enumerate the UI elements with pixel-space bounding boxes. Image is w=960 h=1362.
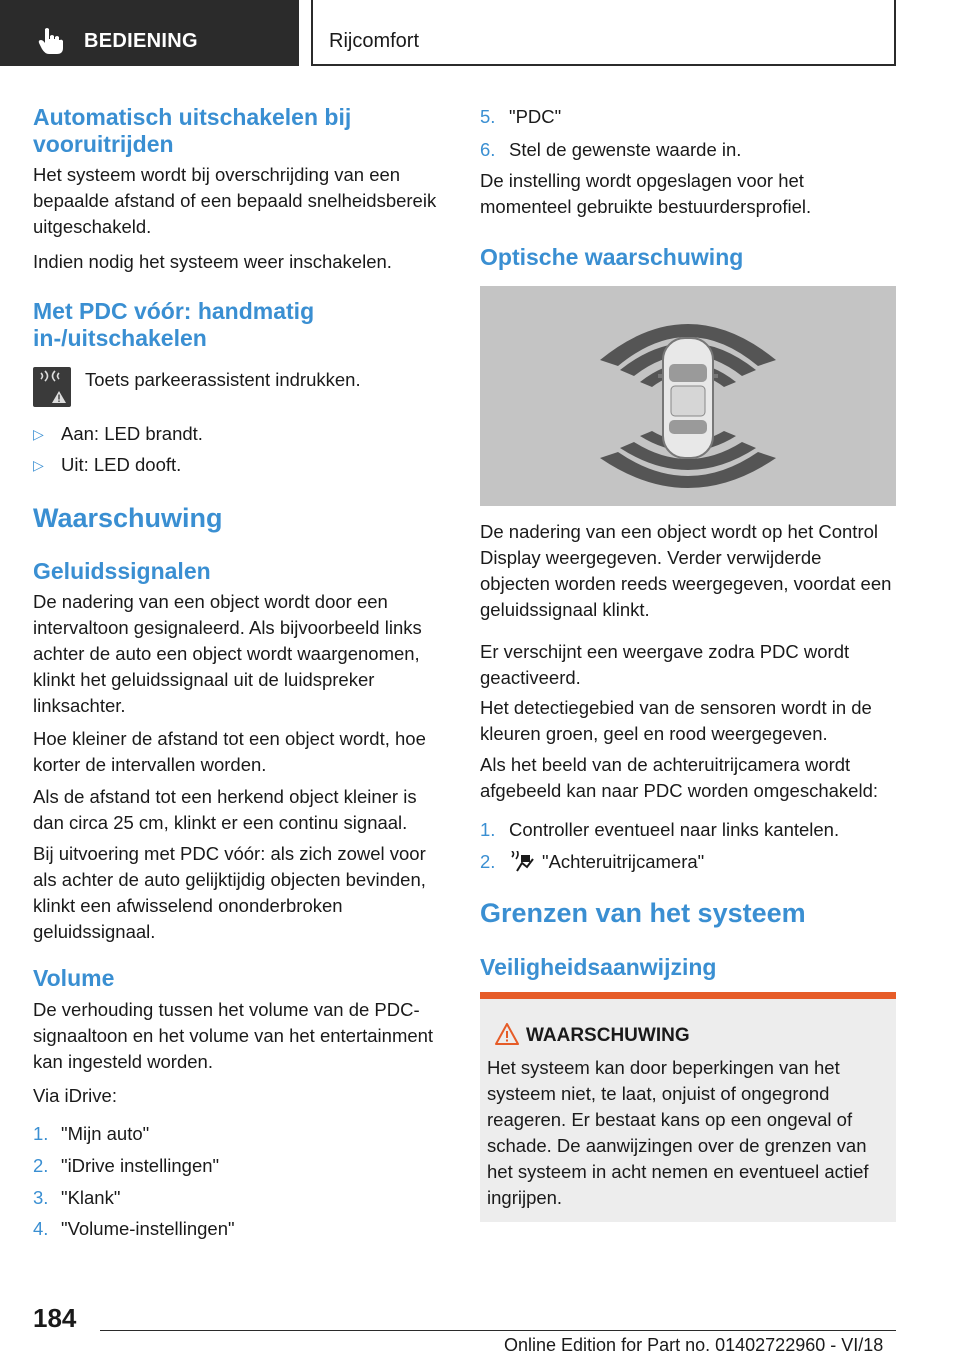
para-optical-3: Het detectiegebied van de sensoren wordt in de kleuren groen, geel en rood weergegeven. — [480, 697, 872, 744]
para-optical-4: Als het beeld van de achteruitrijcamera wordt afgebeeld kan naar PDC worden omgeschakeld: — [480, 754, 878, 801]
step-text: "Achteruitrijcamera" — [542, 851, 705, 872]
warning-title: WAARSCHUWING — [526, 1025, 690, 1046]
footer-rule — [100, 1330, 896, 1331]
para-sounds-2: Hoe kleiner de afstand tot een object wordt, hoe korter de intervallen worden. — [33, 728, 426, 775]
bullet-text: Aan: LED brandt. — [61, 423, 203, 444]
step-number: 1. — [33, 1123, 49, 1144]
bullet-text: Uit: LED dooft. — [61, 454, 182, 475]
pdc-display-illustration — [480, 286, 896, 506]
step-number: 2. — [480, 851, 496, 872]
step-text: Stel de gewenste waarde in. — [509, 139, 742, 160]
heading-auto-off: Automatisch uitschakelen bij vooruitrijden — [33, 104, 352, 157]
section-tab — [0, 0, 299, 66]
heading-sounds: Geluidssignalen — [33, 558, 211, 584]
list-item — [33, 1216, 433, 1242]
para-volume: De verhouding tussen het volume van de PDC-signaaltoon en het volume van het entertainment kan ingesteld worden. — [33, 999, 434, 1072]
chapter-tab — [311, 0, 896, 66]
step-text: "Mijn auto" — [61, 1123, 150, 1144]
step-text: "Klank" — [61, 1187, 121, 1208]
step-text: "iDrive instellingen" — [61, 1155, 220, 1176]
warning-text: Het systeem kan door beperkingen van het systeem niet, te laat, onjuist of ongegrond reageren. Er bestaat kans op een ongeval of schade. De aanwijzingen over de grenzen van het systeem in acht nemen en eventueel actief ingrijpen. — [487, 1057, 869, 1208]
hand-pointer-icon — [38, 27, 64, 55]
heading-pdc-manual: Met PDC vóór: handmatig in-/uitschakelen — [33, 298, 315, 351]
list-item — [480, 104, 890, 130]
bullet-triangle-icon: ▷ — [33, 426, 44, 442]
para-sounds-4: Bij uitvoering met PDC vóór: als zich zowel voor als achter de auto gelijktijdig objecten bevinden, klinkt een afwisselend ononderbroken geluidssignaal. — [33, 843, 426, 942]
para-profile-saved: De instelling wordt opgeslagen voor het momenteel gebruikte bestuurdersprofiel. — [480, 170, 812, 217]
step-number: 4. — [33, 1218, 49, 1239]
heading-system-limits: Grenzen van het systeem — [480, 898, 806, 928]
para-auto-off-2: Indien nodig het systeem weer inschakelen. — [33, 251, 392, 272]
para-sounds-3: Als de afstand tot een herkend object kleiner is dan circa 25 cm, klinkt er een continu signaal. — [33, 786, 417, 833]
list-item — [33, 452, 433, 478]
parking-assistant-button-icon — [33, 367, 71, 407]
warning-triangle-icon — [495, 1023, 519, 1045]
page-number: 184 — [33, 1303, 77, 1333]
step-number: 1. — [480, 819, 496, 840]
para-via-idrive: Via iDrive: — [33, 1085, 117, 1106]
heading-safety-note: Veiligheidsaanwijzing — [480, 954, 717, 980]
para-auto-off: Het systeem wordt bij overschrijding van een bepaalde afstand of een bepaald snelheidsbereik uitgeschakeld. — [33, 164, 437, 237]
para-press-button: Toets parkeerassistent indrukken. — [85, 369, 361, 390]
list-item — [480, 817, 896, 843]
step-number: 2. — [33, 1155, 49, 1176]
para-optical-1: De nadering van een object wordt op het Control Display weergegeven. Verder verwijderde objecten worden reeds weergegeven, voordat een geluidssignaal klinkt. — [480, 521, 892, 620]
heading-volume: Volume — [33, 965, 115, 991]
rear-camera-icon — [509, 851, 535, 873]
para-sounds-1: De nadering van een object wordt door een intervaltoon gesignaleerd. Als bijvoorbeeld links achter de auto een object wordt waargenomen, klinkt het geluidssignaal uit de luidspreker linksachter. — [33, 591, 422, 716]
warning-box — [480, 992, 896, 1222]
chapter-title: Rijcomfort — [329, 30, 420, 52]
section-title: BEDIENING — [84, 30, 198, 52]
step-text: Controller eventueel naar links kantelen. — [509, 819, 840, 840]
list-item — [33, 1185, 433, 1211]
list-item — [480, 137, 890, 163]
list-item — [480, 849, 896, 875]
list-item — [33, 1153, 433, 1179]
para-optical-2: Er verschijnt een weergave zodra PDC wordt geactiveerd. — [480, 641, 850, 688]
heading-optical-warning: Optische waarschuwing — [480, 244, 744, 270]
heading-warning: Waarschuwing — [33, 503, 223, 533]
step-number: 6. — [480, 139, 496, 160]
step-text: "Volume-instellingen" — [61, 1218, 235, 1239]
step-number: 5. — [480, 106, 496, 127]
edition-note: Online Edition for Part no. 01402722960 - VI/18 — [504, 1335, 884, 1355]
list-item — [33, 1121, 433, 1147]
list-item — [33, 421, 433, 447]
bullet-triangle-icon: ▷ — [33, 457, 44, 473]
step-number: 3. — [33, 1187, 49, 1208]
step-text: "PDC" — [509, 106, 562, 127]
